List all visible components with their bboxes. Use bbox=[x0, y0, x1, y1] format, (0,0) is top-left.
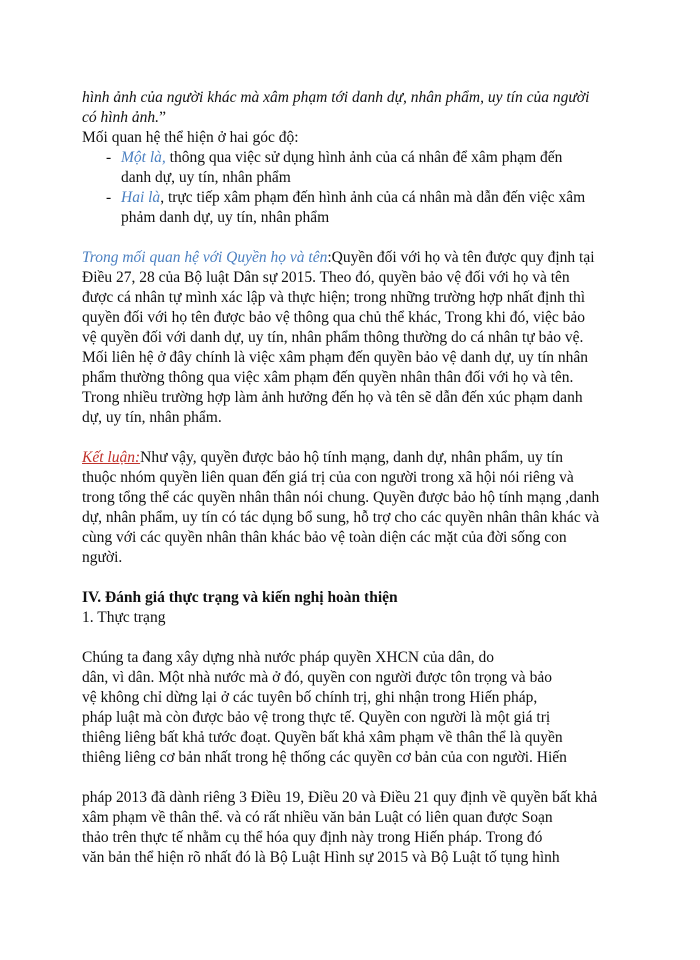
name-section-line-4: quyền đối với họ tên được bảo vệ thông qua chủ thể khác, Trong khi đó, việc bảo bbox=[82, 309, 586, 326]
status-para2-line-3: thảo trên thực tế nhằm cụ thể hóa quy định này trong Hiến pháp. Trong đó bbox=[82, 829, 543, 846]
relation-item-2-line-2: phảm danh dự, uy tín, nhân phẩm bbox=[121, 209, 330, 226]
name-section-line-7: phẩm thường thông qua việc xâm phạm đến quyền nhân thân đối với họ và tên. bbox=[82, 369, 574, 386]
close-quote: ” bbox=[159, 109, 166, 126]
conclusion-line-5: cùng với các quyền nhân thân khác bảo vệ toàn diện các mặt của đời sống con bbox=[82, 529, 567, 546]
status-para1-line-6: thiêng liêng cơ bản nhất trong hệ thống các quyền cơ bản của con người. Hiến bbox=[82, 749, 567, 766]
quote-text: có hình ảnh. bbox=[82, 109, 160, 126]
relation-item-2-text: , trực tiếp xâm phạm đến hình ảnh của cá nhân mà dẫn đến việc xâm bbox=[160, 189, 586, 206]
relation-item-1-lead: Một là, bbox=[121, 149, 166, 166]
relation-item-1-line-2: danh dự, uy tín, nhân phẩm bbox=[121, 169, 291, 186]
conclusion-line-3: trong tổng thể các quyền nhân thân nói chung. Quyền được bảo hộ tính mạng ,danh bbox=[82, 489, 600, 506]
status-para1-line-4: pháp luật mà còn được bảo vệ trong thực tế. Quyền con người là một giá trị bbox=[82, 709, 551, 726]
relation-intro: Mối quan hệ thể hiện ở hai góc độ: bbox=[82, 129, 299, 146]
status-para1-line-3: vệ không chỉ dừng lại ở các tuyên bố chính trị, ghi nhận trong Hiến pháp, bbox=[82, 689, 538, 706]
conclusion-line-6: người. bbox=[82, 549, 123, 566]
name-section-line-6: Mối liên hệ ở đây chính là việc xâm phạm đến quyền bảo vệ danh dự, uy tín nhân bbox=[82, 349, 589, 366]
name-section-lead: Trong mối quan hệ với Quyền họ và tên bbox=[82, 249, 328, 266]
name-section-text-1: :Quyền đối với họ và tên được quy định tại bbox=[327, 249, 595, 266]
quote-line-1: hình ảnh của người khác mà xâm phạm tới danh dự, nhân phẩm, uy tín của người bbox=[82, 89, 590, 106]
relation-item-2-lead: Hai là bbox=[121, 189, 161, 206]
section-subheading: 1. Thực trạng bbox=[82, 609, 166, 626]
quote-line-2 bbox=[82, 108, 166, 128]
bullet-marker: - bbox=[106, 189, 112, 206]
name-section-line-1 bbox=[82, 248, 595, 268]
bullet-marker: - bbox=[106, 149, 112, 166]
relation-item-1-line-1 bbox=[121, 148, 562, 168]
status-para2-line-1: pháp 2013 đã dành riêng 3 Điều 19, Điều 20 và Điều 21 quy định về quyền bất khả bbox=[82, 789, 598, 806]
conclusion-lead: Kết luận: bbox=[82, 449, 141, 466]
name-section-line-2: Điều 27, 28 của Bộ luật Dân sự 2015. Theo đó, quyền bảo vệ đối với họ và tên bbox=[82, 269, 570, 286]
relation-item-1-text: thông qua việc sử dụng hình ảnh của cá nhân để xâm phạm đến bbox=[165, 149, 563, 166]
status-para2-line-4: văn bản thể hiện rõ nhất đó là Bộ Luật Hình sự 2015 và Bộ Luật tố tụng hình bbox=[82, 849, 560, 866]
conclusion-line-2: thuộc nhóm quyền liên quan đến giá trị của con người trong xã hội nói riêng và bbox=[82, 469, 574, 486]
status-para2-line-2: xâm phạm về thân thể. và có rất nhiều văn bản Luật có liên quan được Soạn bbox=[82, 809, 553, 826]
name-section-line-9: dự, uy tín, nhân phẩm. bbox=[82, 409, 222, 426]
name-section-line-5: vệ quyền đối với danh dự, uy tín, nhân phẩm thông thường do cá nhân tự bảo vệ. bbox=[82, 329, 584, 346]
name-section-line-3: được cá nhân tự mình xác lập và thực hiện; trong những trường hợp nhất định thì bbox=[82, 289, 586, 306]
conclusion-line-4: dự, nhân phẩm, uy tín có tác dụng bổ sung, hỗ trợ cho các quyền nhân thân khác và bbox=[82, 509, 600, 526]
conclusion-text-1: Như vậy, quyền được bảo hộ tính mạng, danh dự, nhân phẩm, uy tín bbox=[140, 449, 563, 466]
relation-item-2-line-1 bbox=[121, 188, 585, 208]
status-para1-line-2: dân, vì dân. Một nhà nước mà ở đó, quyền con người được tôn trọng và bảo bbox=[82, 669, 552, 686]
conclusion-line-1 bbox=[82, 448, 563, 468]
section-heading: IV. Đánh giá thực trạng và kiến nghị hoàn thiện bbox=[82, 589, 398, 606]
status-para1-line-5: thiêng liêng bất khả tước đoạt. Quyền bất khả xâm phạm về thân thể là quyền bbox=[82, 729, 563, 746]
status-para1-line-1: Chúng ta đang xây dựng nhà nước pháp quyền XHCN của dân, do bbox=[82, 649, 494, 666]
name-section-line-8: Trong nhiều trường hợp làm ảnh hưởng đến họ và tên sẽ dẫn đến xúc phạm danh bbox=[82, 389, 583, 406]
